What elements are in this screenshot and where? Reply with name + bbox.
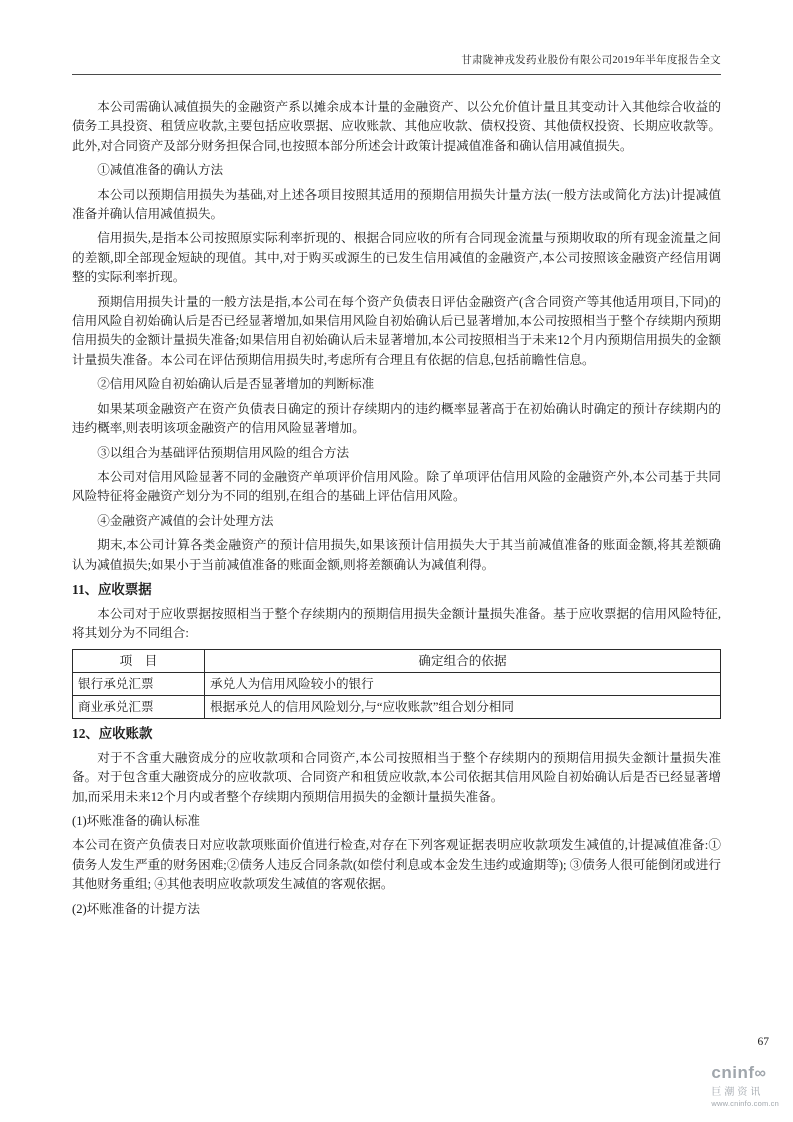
paragraph: 信用损失,是指本公司按照原实际利率折现的、根据合同应收的所有合同现金流量与预期收取的所有现金流量之间的差额,即全部现金短缺的现值。其中,对于购买或源生的已发生信用减值的金融资产,本公司按照该金融资产经信用调整的实际利率折现。 xyxy=(72,231,721,285)
report-header-title: 甘肃陇神戎发药业股份有限公司2019年半年度报告全文 xyxy=(461,55,721,66)
paragraph: 本公司对于应收票据按照相当于整个存续期内的预期信用损失金额计量损失准备。基于应收票据的信用风险特征,将其划分为不同组合: xyxy=(72,606,721,641)
table-cell: 承兑人为信用风险较小的银行 xyxy=(205,672,721,695)
table-cell: 银行承兑汇票 xyxy=(73,672,205,695)
paragraph: 本公司对信用风险显著不同的金融资产单项评价信用风险。除了单项评估信用风险的金融资产外,本公司基于共同风险特征将金融资产划分为不同的组别,在组合的基础上评估信用风险。 xyxy=(72,469,721,504)
table-row xyxy=(73,672,721,695)
cninfo-wordmark xyxy=(711,1064,779,1083)
subclause-heading: (1)坏账准备的确认标准 xyxy=(72,813,201,828)
paragraph: 期末,本公司计算各类金融资产的预计信用损失,如果该预计信用损失大于其当前减值准备的账面金额,将其差额确认为减值损失;如果小于当前减值准备的账面金额,则将差额确认为减值利得。 xyxy=(72,538,721,572)
section-heading-11: 11、应收票据 xyxy=(72,581,152,597)
clause-heading: ③以组合为基础评估预期信用风险的组合方法 xyxy=(97,445,350,460)
section-heading-12: 12、应收账款 xyxy=(72,725,153,741)
paragraph: 预期信用损失计量的一般方法是指,本公司在每个资产负债表日评估金融资产(含合同资产等其他适用项目,下同)的信用风险自初始确认后是否已经显著增加,如果信用风险自初始确认后已显著增加,本公司按照相当于整个存续期内预期信用损失的金额计量损失准备;如果信用自初始确认后未显著增加,本公司按照相当于未来12个月内预期信用损失的金额计量损失准备。本公司在评估预期信用损失时,考虑所有合理且有依据的信息,包括前瞻性信息。 xyxy=(72,294,721,367)
clause-heading: ④金融资产减值的会计处理方法 xyxy=(97,513,274,528)
cninfo-logo-chinese: 巨潮资讯 xyxy=(711,1087,764,1098)
table-cell: 根据承兑人的信用风险划分,与“应收账款”组合划分相同 xyxy=(205,695,721,718)
paragraph: 对于不含重大融资成分的应收款项和合同资产,本公司按照相当于整个存续期内的预期信用损失金额计量损失准备。对于包含重大融资成分的应收款项、合同资产和租赁应收款,本公司依据其信用风险自初始确认后是否已经显著增加,而采用未来12个月内或者整个存续期内预期信用损失的金额计量损失准备。 xyxy=(72,750,721,804)
paragraph: 本公司需确认减值损失的金融资产系以摊余成本计量的金融资产、以公允价值计量且其变动计入其他综合收益的债务工具投资、租赁应收款,主要包括应收票据、应收账款、其他应收款、债权投资、其他债权投资、长期应收款等。此外,对合同资产及部分财务担保合同,也按照本部分所述会计政策计提减值准备和确认信用减值损失。 xyxy=(72,100,721,153)
table-header-basis: 确定组合的依据 xyxy=(205,649,721,672)
cninfo-wordmark-text: cninf xyxy=(711,1063,755,1082)
clause-heading: ①减值准备的确认方法 xyxy=(97,163,224,178)
subclause-heading: (2)坏账准备的计提方法 xyxy=(72,901,201,916)
paragraph: 本公司以预期信用损失为基础,对上述各项目按照其适用的预期信用损失计量方法(一般方法或简化方法)计提减值准备并确认信用减值损失。 xyxy=(72,187,721,222)
table-header-row xyxy=(73,649,721,672)
clause-heading: ②信用风险自初始确认后是否显著增加的判断标准 xyxy=(97,377,375,392)
table-cell: 商业承兑汇票 xyxy=(73,695,205,718)
cninfo-logo xyxy=(711,1064,779,1108)
table-row xyxy=(73,695,721,718)
paragraph: 如果某项金融资产在资产负债表日确定的预计存续期内的违约概率显著高于在初始确认时确定的预计存续期内的违约概率,则表明该项金融资产的信用风险显著增加。 xyxy=(72,401,721,436)
table-header-item: 项 目 xyxy=(73,649,205,672)
document-body xyxy=(72,75,721,919)
page-number: 67 xyxy=(757,1036,769,1048)
paragraph: 本公司在资产负债表日对应收款项账面价值进行检查,对存在下列客观证据表明应收款项发生减值的,计提减值准备:①债务人发生严重的财务困难;②债务人违反合同条款(如偿付利息或本金发生违约或逾期等); ③债务人很可能倒闭或进行其他财务重组; ④其他表明应收款项发生减值的客观依据。 xyxy=(72,838,721,892)
infinity-icon: ∞ xyxy=(754,1065,767,1082)
report-header xyxy=(72,52,721,75)
cninfo-logo-url: www.cninfo.com.cn xyxy=(711,1099,779,1108)
bill-portfolio-table xyxy=(72,649,721,719)
